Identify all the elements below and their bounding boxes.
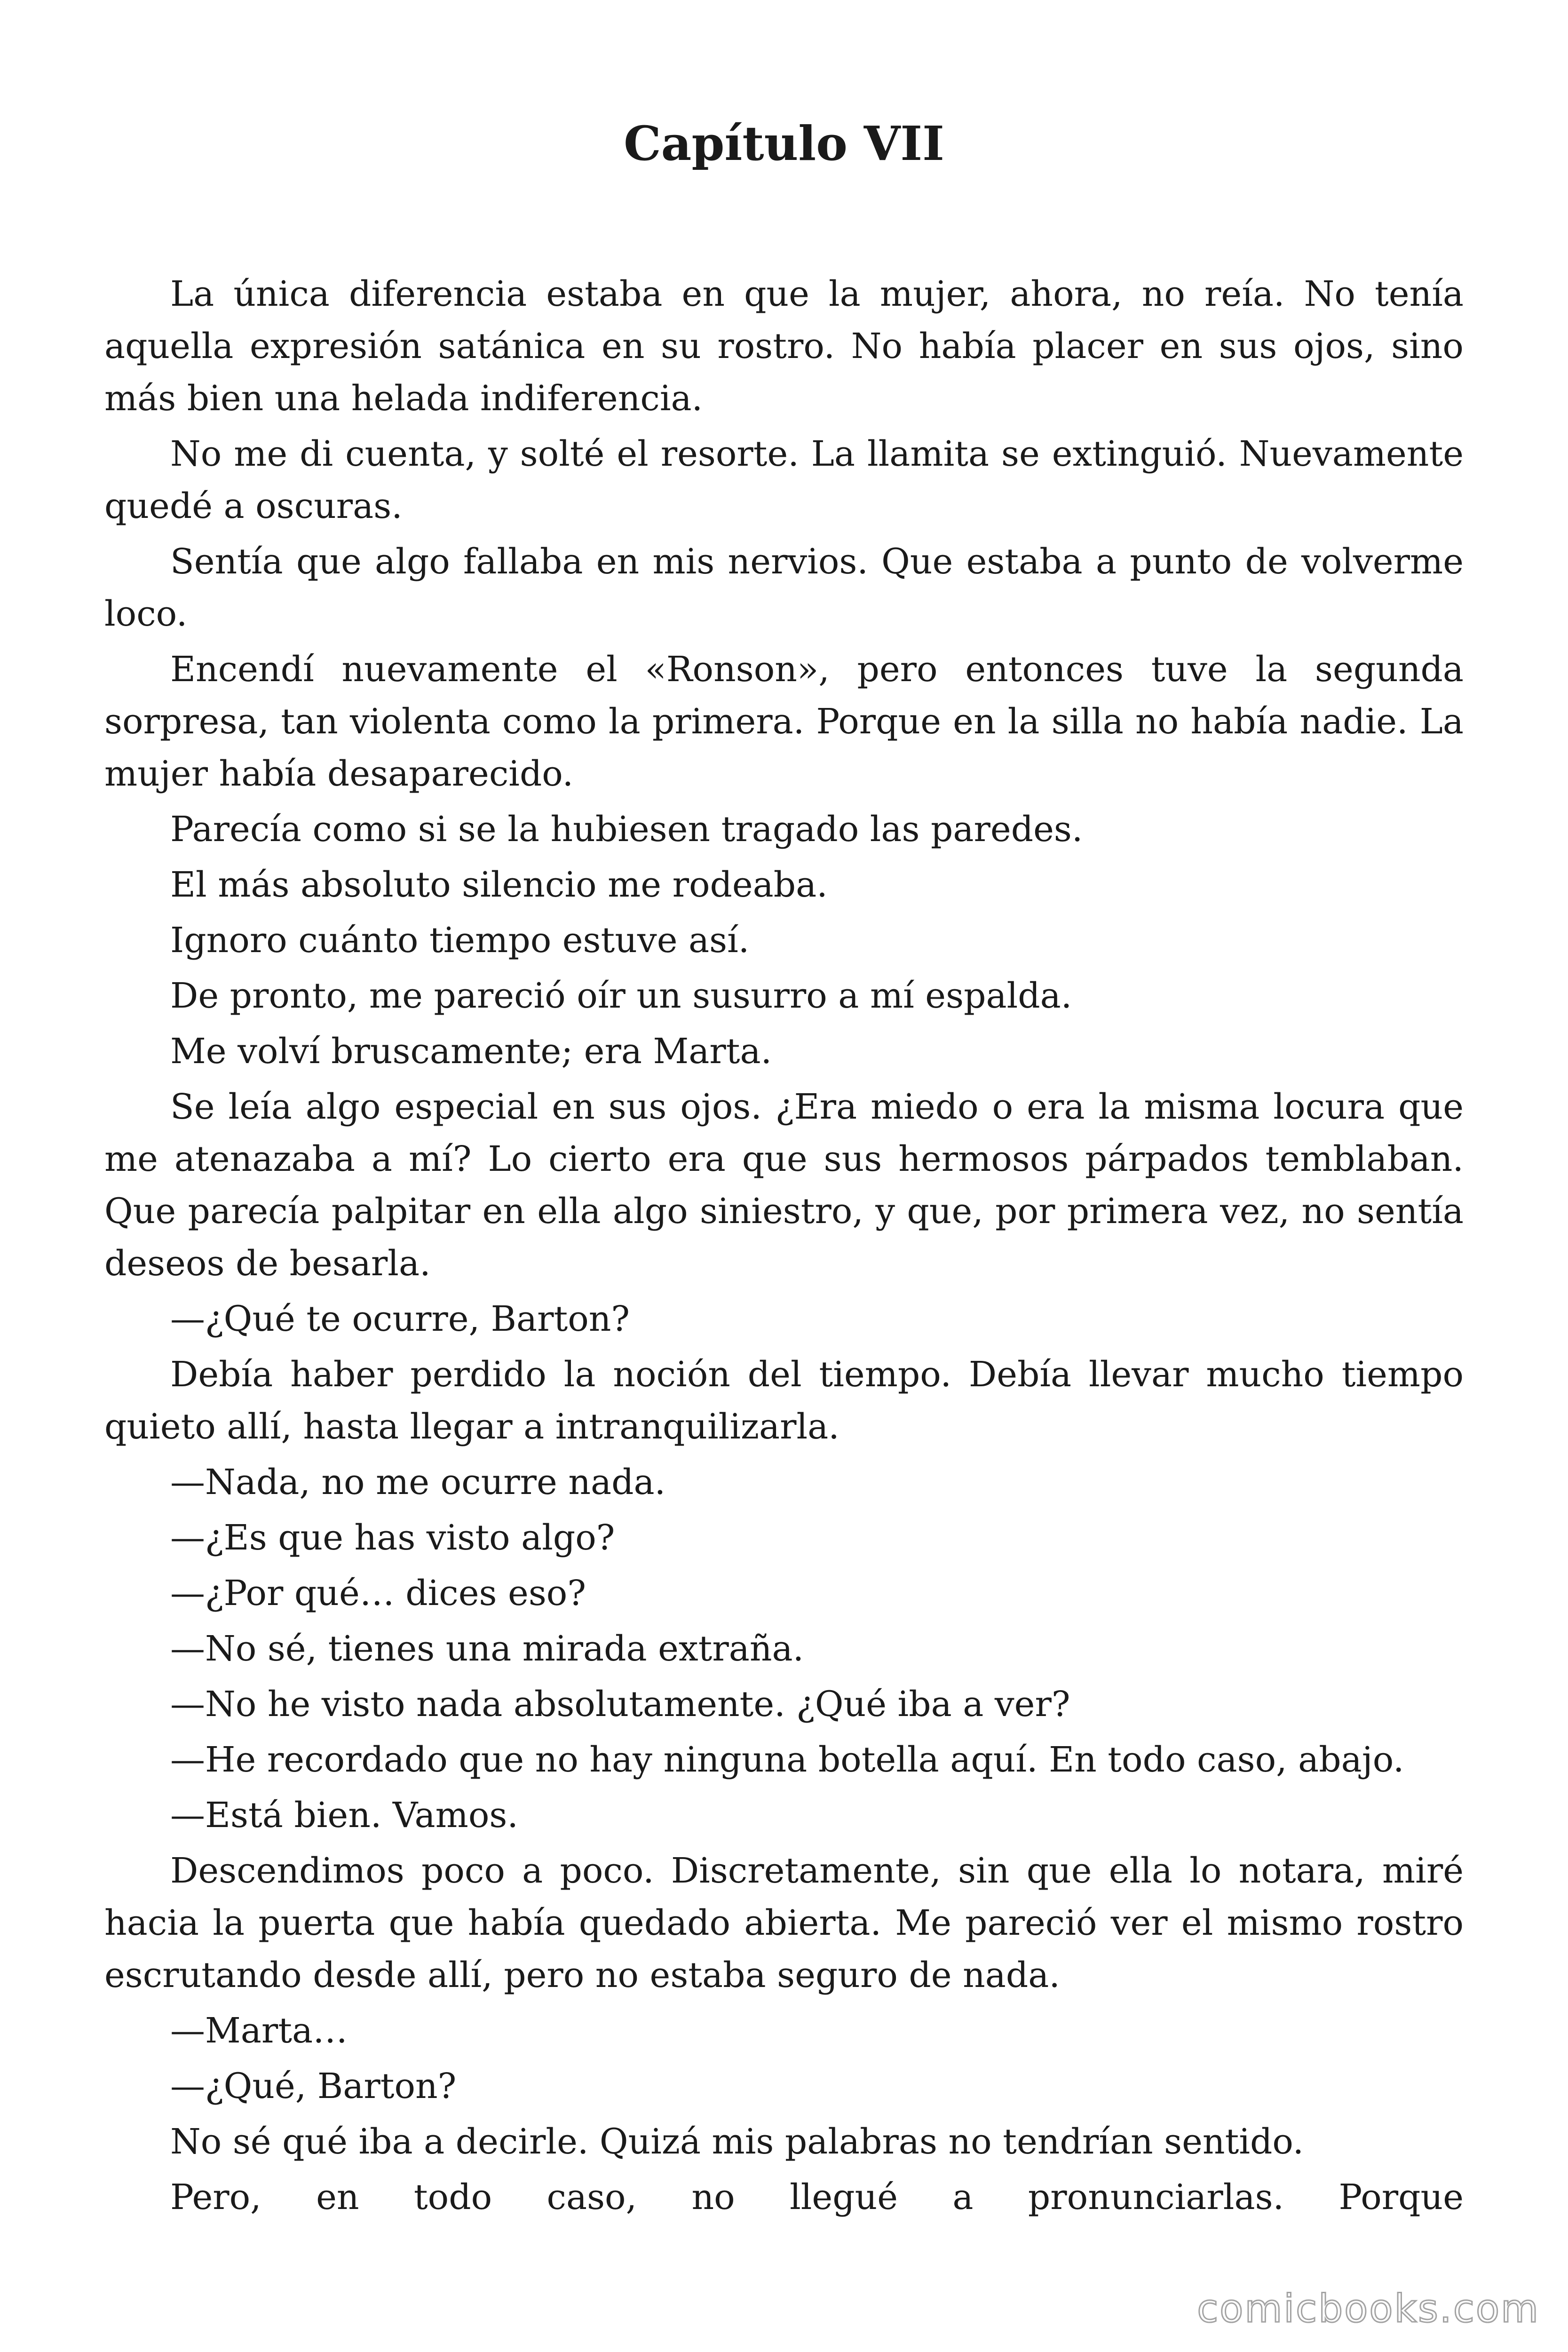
paragraph: Descendimos poco a poco. Discretamente, sin que ella lo notara, miré hacia la puerta que había quedado abierta. Me pareció ver el mismo rostro escrutando desde allí, pero no estaba seguro de nada.: [104, 1851, 1464, 1995]
paragraph: Ignoro cuánto tiempo estuve así.: [170, 920, 750, 961]
dialogue-line: —¿Es que has visto algo?: [170, 1518, 615, 1558]
paragraph: Encendí nuevamente el «Ronson», pero entonces tuve la segunda sorpresa, tan violenta como la primera. Porque en la silla no había nadie. La mujer había desaparecido.: [104, 649, 1464, 794]
chapter-body: [104, 268, 1464, 2227]
dialogue-line: —¿Qué, Barton?: [170, 2066, 457, 2106]
paragraph: El más absoluto silencio me rodeaba.: [170, 865, 828, 905]
paragraph: No me di cuenta, y solté el resorte. La llamita se extinguió. Nuevamente quedé a oscuras.: [104, 434, 1464, 526]
dialogue-line: —Está bien. Vamos.: [170, 1795, 518, 1836]
dialogue-line: —He recordado que no hay ninguna botella aquí. En todo caso, abajo.: [170, 1740, 1404, 1780]
dialogue-line: —¿Qué te ocurre, Barton?: [170, 1299, 630, 1339]
paragraph: Me volví bruscamente; era Marta.: [170, 1031, 772, 1072]
paragraph: Se leía algo especial en sus ojos. ¿Era miedo o era la misma locura que me atenazaba a mí? Lo cierto era que sus hermosos párpados temblaban. Que parecía palpitar en ella algo siniestro, y que, por primera vez, no sentía deseos de besarla.: [104, 1087, 1464, 1284]
dialogue-line: —Marta…: [170, 2010, 348, 2051]
watermark-logo: comicbooks.com: [1197, 2287, 1540, 2331]
paragraph: No sé qué iba a decirle. Quizá mis palabras no tendrían sentido.: [170, 2122, 1304, 2162]
chapter-title: Capítulo VII: [624, 116, 944, 171]
paragraph: Debía haber perdido la noción del tiempo. Debía llevar mucho tiempo quieto allí, hasta llegar a intranquilizarla.: [104, 1354, 1464, 1447]
dialogue-line: —No sé, tienes una mirada extraña.: [170, 1629, 804, 1669]
dialogue-line: —¿Por qué… dices eso?: [170, 1573, 586, 1613]
dialogue-line: —Nada, no me ocurre nada.: [170, 1462, 666, 1502]
paragraph: La única diferencia estaba en que la mujer, ahora, no reía. No tenía aquella expresión satánica en su rostro. No había placer en sus ojos, sino más bien una helada indiferencia.: [104, 274, 1464, 419]
dialogue-line: —No he visto nada absolutamente. ¿Qué iba a ver?: [170, 1684, 1070, 1724]
paragraph: Parecía como si se la hubiesen tragado las paredes.: [170, 809, 1083, 850]
paragraph: Sentía que algo fallaba en mis nervios. Que estaba a punto de volverme loco.: [104, 541, 1464, 634]
paragraph: De pronto, me pareció oír un susurro a mí espalda.: [170, 976, 1072, 1016]
paragraph: Pero, en todo caso, no llegué a pronunciarlas. Porque: [170, 2177, 1464, 2217]
